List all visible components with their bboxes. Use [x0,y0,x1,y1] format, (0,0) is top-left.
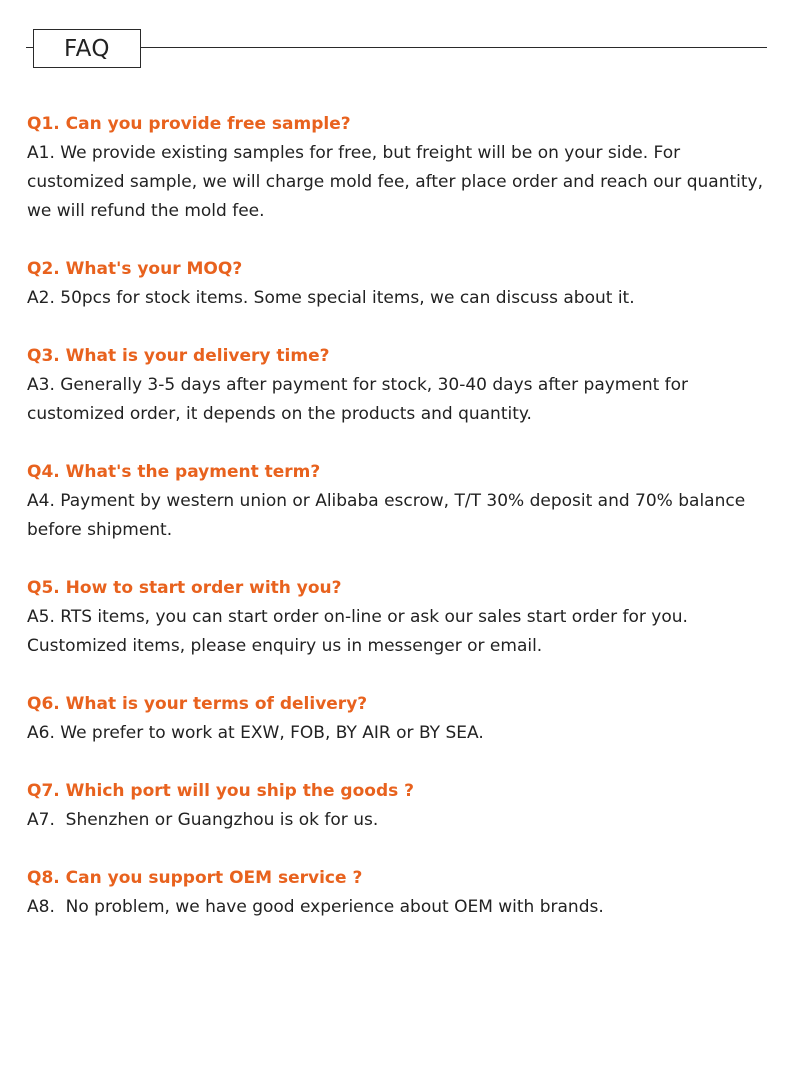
faq-list [27,110,772,951]
faq-question: Q5. How to start order with you? [27,578,342,598]
faq-item-4 [27,458,772,545]
faq-answer: A2. 50pcs for stock items. Some special items, we can discuss about it. [27,288,635,308]
faq-answer: A5. RTS items, you can start order on-line or ask our sales start order for you. Customized items, please enquiry us in messenger or email. [27,607,694,656]
faq-question: Q1. Can you provide free sample? [27,114,351,134]
faq-question: Q3. What is your delivery time? [27,346,330,366]
faq-header [0,0,790,80]
faq-question: Q8. Can you support OEM service ? [27,868,363,888]
faq-question: Q7. Which port will you ship the goods ? [27,781,415,801]
faq-item-3 [27,342,772,429]
faq-item-6 [27,690,772,748]
faq-title-box [33,29,141,68]
faq-answer: A7. Shenzhen or Guangzhou is ok for us. [27,810,379,830]
faq-answer: A6. We prefer to work at EXW, FOB, BY AIR or BY SEA. [27,723,484,743]
faq-question: Q2. What's your MOQ? [27,259,243,279]
faq-question: Q6. What is your terms of delivery? [27,694,368,714]
faq-answer: A1. We provide existing samples for free, but freight will be on your side. For customized sample, we will charge mold fee, after place order and reach our quantity, we will refund the mold fee. [27,143,769,221]
faq-question: Q4. What's the payment term? [27,462,321,482]
faq-item-1 [27,110,772,226]
faq-item-8 [27,864,772,922]
faq-item-7 [27,777,772,835]
faq-answer: A4. Payment by western union or Alibaba escrow, T/T 30% deposit and 70% balance before shipment. [27,491,751,540]
faq-item-5 [27,574,772,661]
faq-answer: A3. Generally 3-5 days after payment for stock, 30-40 days after payment for customized order, it depends on the products and quantity. [27,375,694,424]
faq-answer: A8. No problem, we have good experience about OEM with brands. [27,897,604,917]
faq-item-2 [27,255,772,313]
page-title: FAQ [63,35,111,62]
